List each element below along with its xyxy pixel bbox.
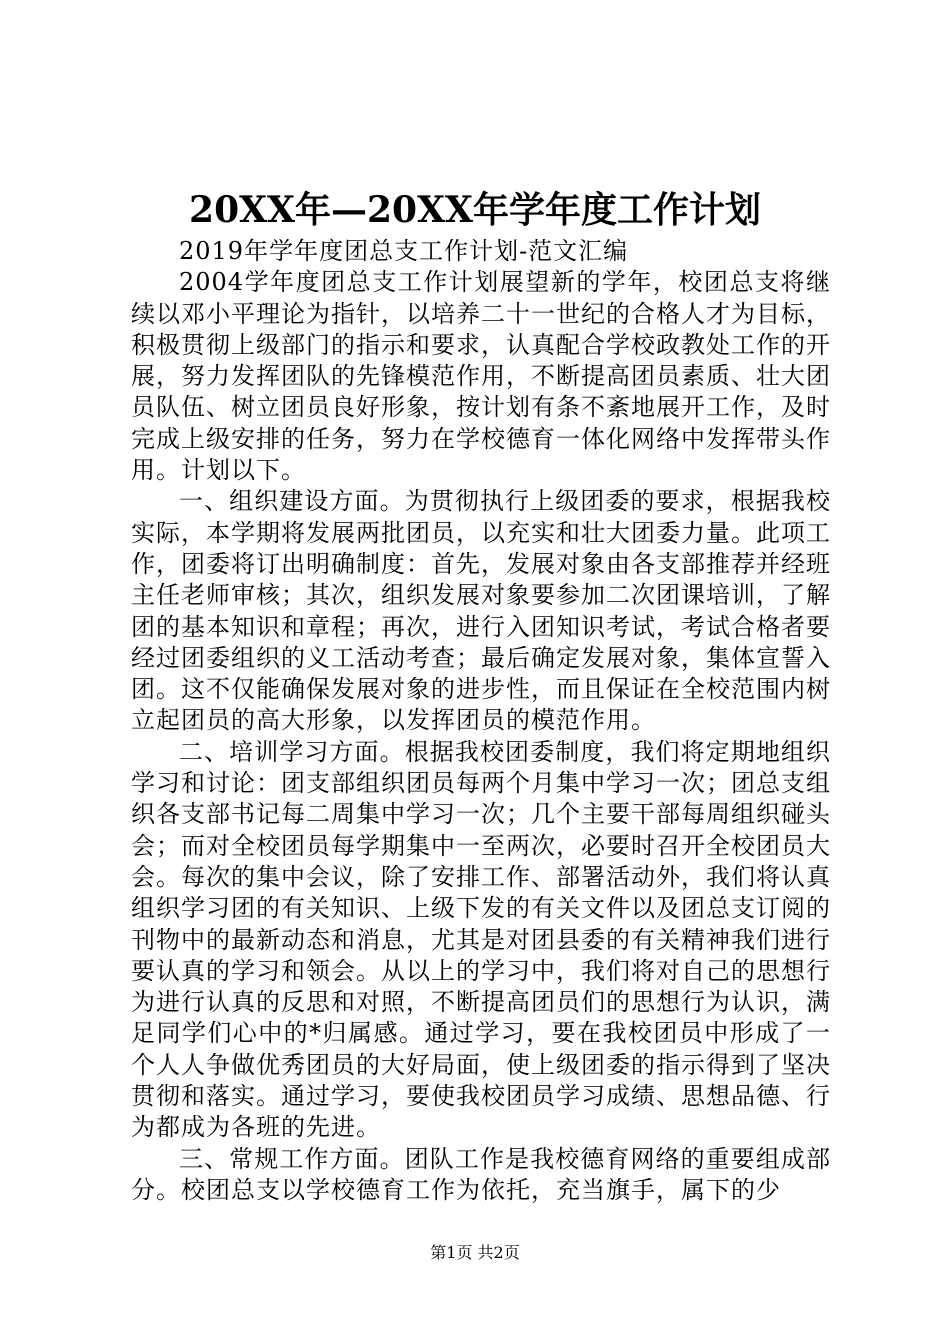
- paragraph-training: 二、培训学习方面。根据我校团委制度，我们将定期地组织学习和讨论：团支部组织团员每两个月集中学习一次；团总支组织各支部书记每二周集中学习一次；几个主要干部每周组织碰头会；而对全校团员每学期集中一至两次，必要时召开全校团员大会。每次的集中会议，除了安排工作、部署活动外，我们将认真组织学习团的有关知识、上级下发的有关文件以及团总支订阅的刊物中的最新动态和消息，尤其是对团县委的有关精神我们进行要认真的学习和领会。从以上的学习中，我们将对自己的思想行为进行认真的反思和对照，不断提高团员们的思想行为认识，满足同学们心中的*归属感。通过学习，要在我校团员中形成了一个人人争做优秀团员的大好局面，使上级团委的指示得到了坚决贯彻和落实。通过学习，要使我校团员学习成绩、思想品德、行为都成为各班的先进。: [131, 737, 831, 1142]
- paragraph-routine: 三、常规工作方面。团队工作是我校德育网络的重要组成部分。校团总支以学校德育工作为依托，充当旗手，属下的少: [131, 1144, 831, 1204]
- paragraph-subtitle: 2019年学年度团总支工作计划-范文汇编: [179, 237, 629, 265]
- page-footer: 第1页 共2页: [430, 1243, 520, 1262]
- document-title: 20XX年—20XX年学年度工作计划: [189, 189, 761, 231]
- paragraph-organization: 一、组织建设方面。为贯彻执行上级团委的要求，根据我校实际，本学期将发展两批团员，以充实和壮大团委力量。此项工作，团委将订出明确制度：首先，发展对象由各支部推荐并经班主任老师审核；其次，组织发展对象要参加二次团课培训，了解团的基本知识和章程；再次，进行入团知识考试，考试合格者要经过团委组织的义工活动考查；最后确定发展对象，集体宣誓入团。这不仅能确保发展对象的进步性，而且保证在全校范围内树立起团员的高大形象，以发挥团员的模范作用。: [131, 487, 831, 735]
- document-body: [131, 236, 831, 1206]
- paragraph-intro: 2004学年度团总支工作计划展望新的学年，校团总支将继续以邓小平理论为指针，以培养二十一世纪的合格人才为目标，积极贯彻上级部门的指示和要求，认真配合学校政教处工作的开展，努力发挥团队的先锋模范作用，不断提高团员素质、壮大团员队伍、树立团员良好形象，按计划有条不紊地展开工作，及时完成上级安排的任务，努力在学校德育一体化网络中发挥带头作用。计划以下。: [131, 268, 831, 485]
